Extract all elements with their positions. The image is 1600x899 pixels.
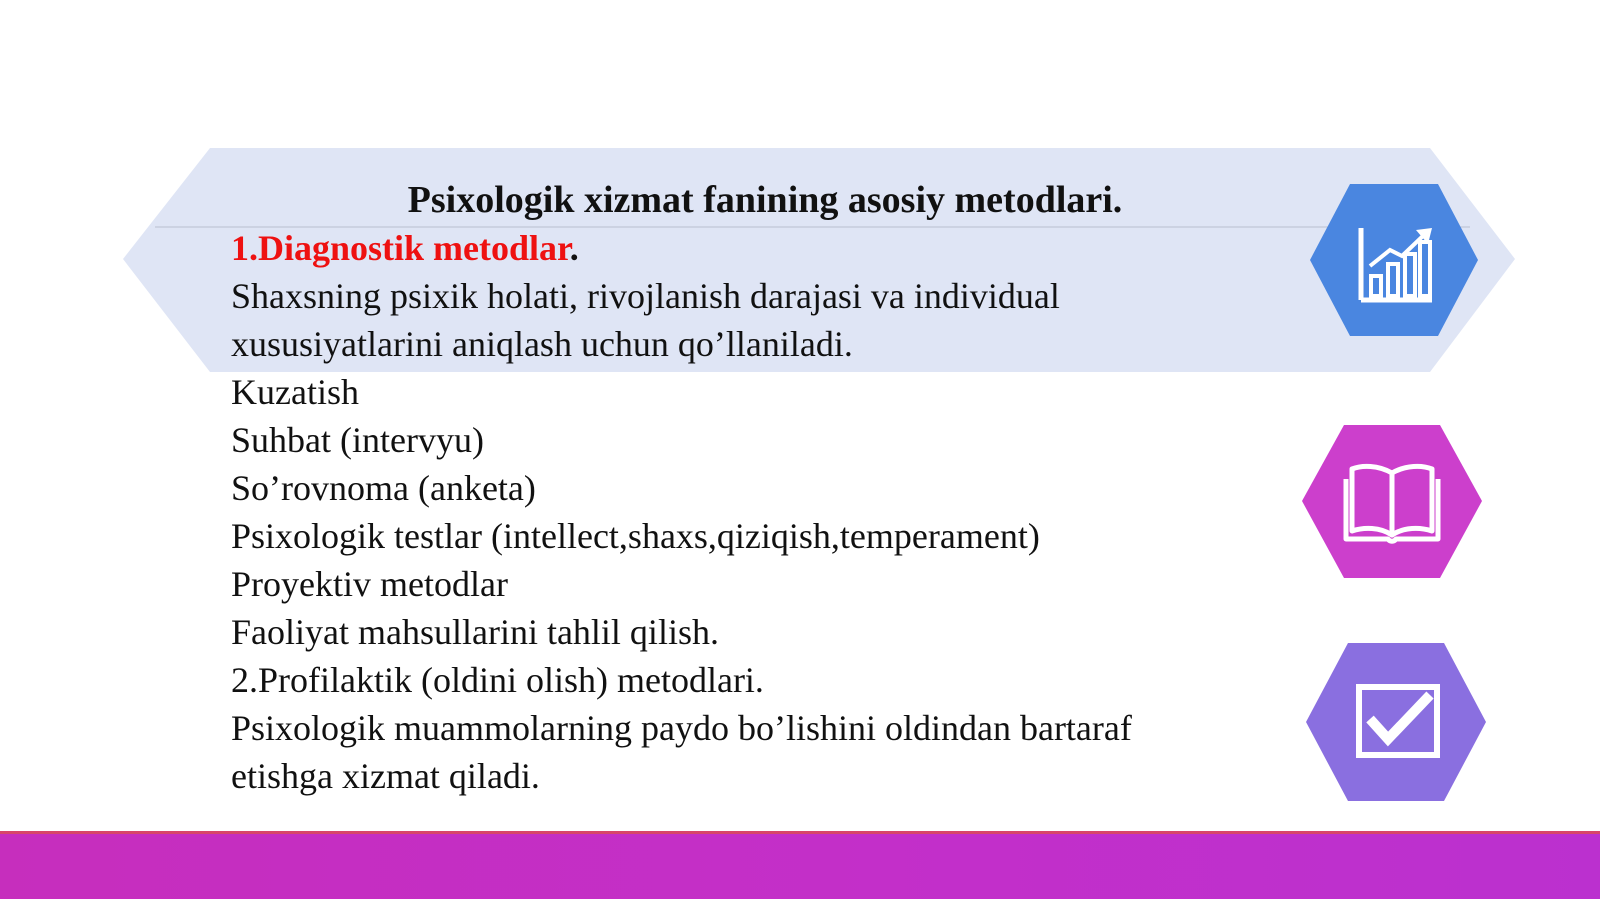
method-observation: Kuzatish: [231, 372, 359, 412]
method-questionnaire: So’rovnoma (anketa): [231, 468, 536, 508]
open-book-icon: [1302, 425, 1482, 578]
method-activity-analysis: Faoliyat mahsullarini tahlil qilish.: [231, 612, 719, 652]
prophylactic-line-1: Psixologik muammolarning paydo bo’lishini oldindan bartaraf: [231, 708, 1132, 748]
checkbox-icon: [1306, 643, 1486, 801]
section-heading: [231, 224, 1271, 272]
method-psychological-tests: Psixologik testlar (intellect,shaxs,qiziqish,temperament): [231, 516, 1040, 556]
method-projective: Proyektiv metodlar: [231, 564, 508, 604]
slide-content: [231, 224, 1271, 800]
bar-chart-icon: [1310, 184, 1478, 336]
diagnostic-methods-heading: 1.Diagnostik metodlar: [231, 228, 570, 268]
description-line-2: xususiyatlarini aniqlash uchun qo’llaniladi.: [231, 324, 853, 364]
method-interview: Suhbat (intervyu): [231, 420, 484, 460]
bottom-decorative-bar: [0, 831, 1600, 899]
heading-period: .: [569, 228, 579, 268]
prophylactic-line-2: etishga xizmat qiladi.: [231, 756, 540, 796]
bottom-bar-edge: [0, 831, 1600, 834]
slide-title: Psixologik xizmat fanining asosiy metodlari.: [407, 179, 1123, 221]
prophylactic-methods-heading: 2.Profilaktik (oldini olish) metodlari.: [231, 660, 764, 700]
description-line-1: Shaxsning psixik holati, rivojlanish darajasi va individual: [231, 276, 1060, 316]
